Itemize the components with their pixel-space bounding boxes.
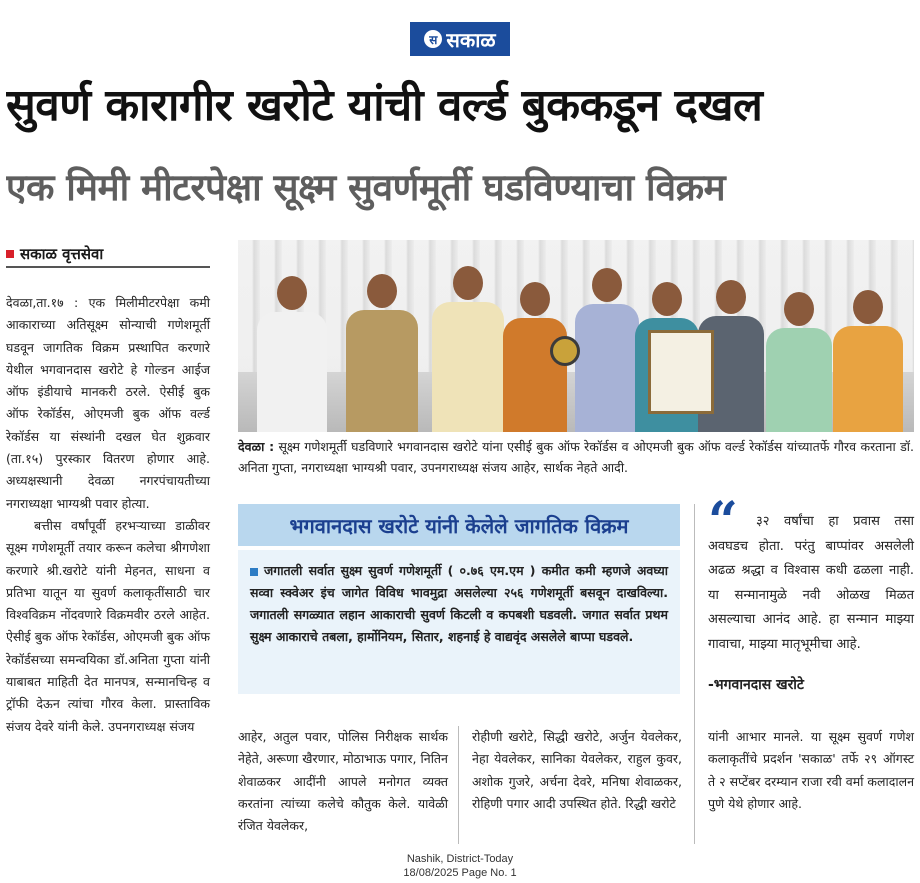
trophy-icon bbox=[550, 336, 580, 366]
caption-text: सूक्ष्म गणेशमूर्ती घडविणारे भगवानदास खरोटे यांना एसीई बुक ऑफ रेकॉर्डस व ओएमजी बुक ऑफ वर्ल्ड रेकॉर्डस यांच्यातर्फे गौरव करताना डॉ. अनिता गुप्ता, नगराध्यक्षा भाग्यश्री पवार, उपनगराध्यक्ष संजय आहेर, सार्थक नेहते आदी. bbox=[238, 439, 914, 475]
article-column-4: यांनी आभार मानले. या सूक्ष्म सुवर्ण गणेश कलाकृतींचे प्रदर्शन 'सकाळ' तर्फे २९ ऑगस्ट ते २ सप्टेंबर दरम्यान राजा रवी वर्मा कलादालन पुणे येथे होणार आहे. bbox=[708, 729, 915, 811]
column-1-paragraph-2: बत्तीस वर्षांपूर्वी हरभऱ्याच्या डाळीवर सूक्ष्म गणेशमूर्ती तयार करून कलेचा श्रीगणेशा करणारे श्री.खरोटे यांनी मेहनत, साधना व प्रतिभा यातून या सुवर्ण कलाकृतींसाठी चार विश्वविक्रम नोंदवणारे विक्रमवीर ठरले आहेत. ऐसीई बुक ऑफ रेकॉर्डस, ओएमजी बुक ऑफ रेकॉर्डसच्या समन्वयिका डॉ.अनिता गुप्ता यांनी याबाबत माहिती देत मानपत्र, सन्मानचिन्ह व ट्रॉफी देऊन त्यांचा गौरव केला. प्रास्ताविक संजय देवरे यांनी केले. उपनगराध्यक्ष संजय bbox=[6, 517, 210, 734]
certificate-frame bbox=[648, 330, 714, 414]
masthead-logo bbox=[410, 22, 510, 56]
byline-text: सकाळ वृत्तसेवा bbox=[20, 245, 104, 263]
record-box-title: भगवानदास खरोटे यांनी केलेले जागतिक विक्रम bbox=[238, 504, 680, 546]
quote-mark-icon: “ bbox=[708, 491, 738, 552]
record-box-body bbox=[238, 550, 680, 694]
photo-caption bbox=[238, 436, 914, 478]
footer-edition: Nashik, District-Today bbox=[406, 853, 514, 865]
record-box-text: जगातली सर्वात सुक्ष्म सुवर्ण गणेशमूर्ती ( ०.७६ एम.एम ) कमीत कमी म्हणजे अवघ्या सव्वा स्क्वेअर इंच जागेत विविध भावमुद्रा असलेल्या २५६ गणेशमूर्ती बसवून दाखविल्या. जगातली सगळ्यात लहान आकाराची सुवर्ण किटली व कपबशी घडवली. जगात सर्वात प्रथम सुक्ष्म आकाराचे तबला, हार्मोनियम, सितार, शहनाई हे वाद्यवृंद असलेले बाप्पा घडवले. bbox=[250, 563, 668, 644]
event-photo bbox=[238, 240, 914, 432]
article-column-3: रोहीणी खरोटे, सिद्धी खरोटे, अर्जुन येवलेकर, नेहा येवलेकर, सानिका येवलेकर, राहुल कुवर, अशोक गुजरे, अर्चना देवरे, मनिषा शेवाळकर, रोहिणी पगार आदी उपस्थित होते. रिद्धी खरोटे bbox=[472, 729, 682, 811]
masthead-name: सकाळ bbox=[446, 27, 496, 52]
byline bbox=[6, 242, 210, 268]
column-1-paragraph-1: देवळा,ता.१७ : एक मिलीमीटरपेक्षा कमी आकाराच्या अतिसूक्ष्म सोन्याची गणेशमूर्ती घडवून जागतिक विक्रम प्रस्थापित करणारे येथील भगवानदास खरोटे हे गोल्डन आईज ऑफ इंडीयाचे मानकरी ठरले. ऐसीई बुक ऑफ रेकॉर्डस, ओएमजी बुक ऑफ वर्ल्ड रेकॉर्डस या संस्थांनी दखल घेत शुक्रवार (ता.१५) पुरस्कार वितरण होणार आहे. अध्यक्षस्थानी देवळा नगरपंचायतीच्या नगराध्यक्षा भाग्यश्री पवार होत्या. bbox=[6, 295, 210, 511]
page-footer bbox=[360, 852, 560, 880]
quote-author: -भगवानदास खरोटे bbox=[708, 677, 804, 693]
footer-date-page: 18/08/2025 Page No. 1 bbox=[403, 867, 517, 879]
quote-text: ३२ वर्षांचा हा प्रवास तसा अवघडच होता. परंतु बाप्पांवर असलेली अढळ श्रद्धा व विश्वास कधी ढळला नाही. या सन्मानामुळे नवी ओळख मिळत असल्याचा आनंद आहे. हा सन्मान माझ्या गावाचा, माझ्या मातृभूमीचा आहे. bbox=[708, 514, 914, 652]
article-column-2: आहेर, अतुल पवार, पोलिस निरीक्षक सार्थक नेहेते, अरूणा खैरणार, मोठाभाऊ पगार, नितिन शेवाळकर आदींनी आपले मनोगत व्यक्त करतांना त्यांच्या कलेचे कौतुक केले. यावेळी रंजित येवलेकर, bbox=[238, 729, 448, 834]
headline: सुवर्ण कारागीर खरोटे यांची वर्ल्ड बुककडून दखल bbox=[6, 80, 763, 131]
masthead-emblem-icon: स bbox=[424, 30, 442, 48]
bullet-icon bbox=[250, 568, 258, 576]
column-divider bbox=[694, 504, 695, 844]
subheadline: एक मिमी मीटरपेक्षा सूक्ष्म सुवर्णमूर्ती घडविण्याचा विक्रम bbox=[6, 166, 726, 209]
column-divider bbox=[458, 726, 459, 844]
byline-marker-icon bbox=[6, 250, 14, 258]
article-column-1 bbox=[6, 292, 210, 738]
caption-lead: देवळा : bbox=[238, 439, 275, 454]
